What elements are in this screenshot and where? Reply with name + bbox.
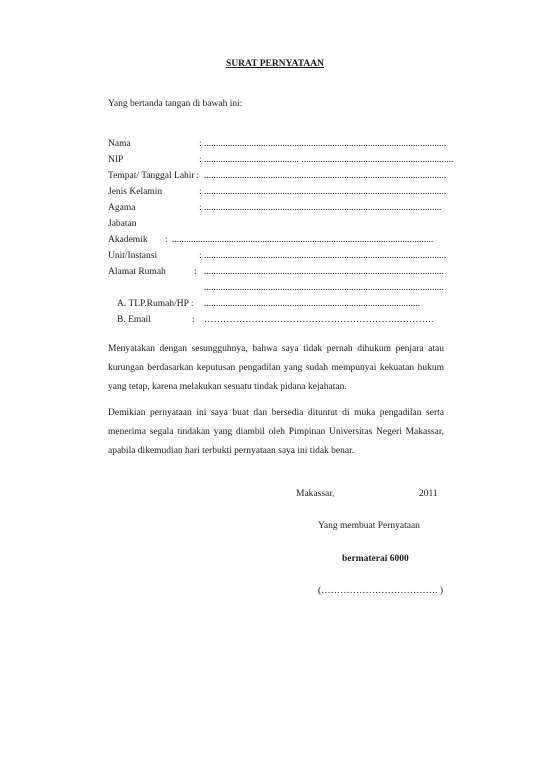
statement-paragraph: Menyatakan dengan sesungguhnya, bahwa saya tidak pernah dihukum penjara atau kurungan berdasarkan keputusan pengadilan yang sudah mempunyai kekuatan hukum yang tetap, karena melakukan sesuatu tindak pidana kejahatan. <box>108 344 444 392</box>
field-label-email: B. Email <box>117 315 151 325</box>
field-value-telepon: ........................................................................................... <box>204 299 421 309</box>
field-value-jenis-kelamin: ...................................................................................................... <box>204 187 447 197</box>
field-label-agama: Agama <box>108 203 136 213</box>
intro-text: Yang bertanda tangan di bawah ini: <box>108 99 243 109</box>
field-value-ttl: ...................................................................................................... <box>204 171 447 181</box>
field-label-akademik: Akademik <box>108 235 148 245</box>
field-sep-jenis-kelamin: : <box>199 187 202 197</box>
field-value-agama: .................................................................................................... <box>204 203 442 213</box>
field-label-nip: NIP <box>108 155 124 165</box>
field-sep-ttl: : <box>196 171 199 181</box>
document-title: SURAT PERNYATAAN <box>226 59 324 69</box>
field-sep-alamat: : <box>194 267 197 277</box>
signature-name-blank: (………………………………. ) <box>318 586 444 596</box>
field-label-nama: Nama <box>108 139 131 149</box>
field-value-alamat: ..................................................................................................... <box>204 267 444 277</box>
field-sep-email: : <box>192 315 195 325</box>
field-label-telepon: A. TLP.Rumah/HP : <box>117 299 194 309</box>
closing-paragraph: Demikian pernyataan ini saya buat dan bersedia dituntut di muka pengadilan serta menerima segala tindakan yang diambil oleh Pimpinan Universitas Negeri Makassar, apabila dikemudian hari terbukti pernyataan saya ini tidak benar. <box>108 408 444 456</box>
field-sep-nip: : <box>199 155 202 165</box>
field-sep-unit: : <box>199 251 202 261</box>
field-sep-akademik: : <box>165 235 168 245</box>
field-sep-agama: : <box>199 203 202 213</box>
stamp-label: bermaterai 6000 <box>342 554 409 564</box>
field-value-email: …………………………………………………….………… <box>204 315 435 325</box>
field-value-nama: ...................................................................................................... <box>204 139 447 149</box>
field-value-akademik: .............................................................................................................. <box>172 235 434 245</box>
signature-year: 2011 <box>419 489 438 499</box>
field-value-unit: ...................................................................................................... <box>204 251 447 261</box>
field-value-alamat-2: ..................................................................................................... <box>204 283 444 293</box>
field-label-jabatan: Jabatan <box>108 219 137 229</box>
field-value-nip: ........................................ ................................................................ <box>204 155 454 165</box>
signature-maker-label: Yang membuat Pernyataan <box>318 521 420 531</box>
signature-place: Makassar, <box>296 489 335 499</box>
field-sep-nama: : <box>199 139 202 149</box>
field-label-alamat: Alamat Rumah <box>108 267 166 277</box>
field-label-jenis-kelamin: Jenis Kelamin <box>108 187 163 197</box>
field-label-ttl: Tempat/ Tanggal Lahir <box>108 171 195 181</box>
field-label-unit: Unit/Instansi <box>108 251 158 261</box>
